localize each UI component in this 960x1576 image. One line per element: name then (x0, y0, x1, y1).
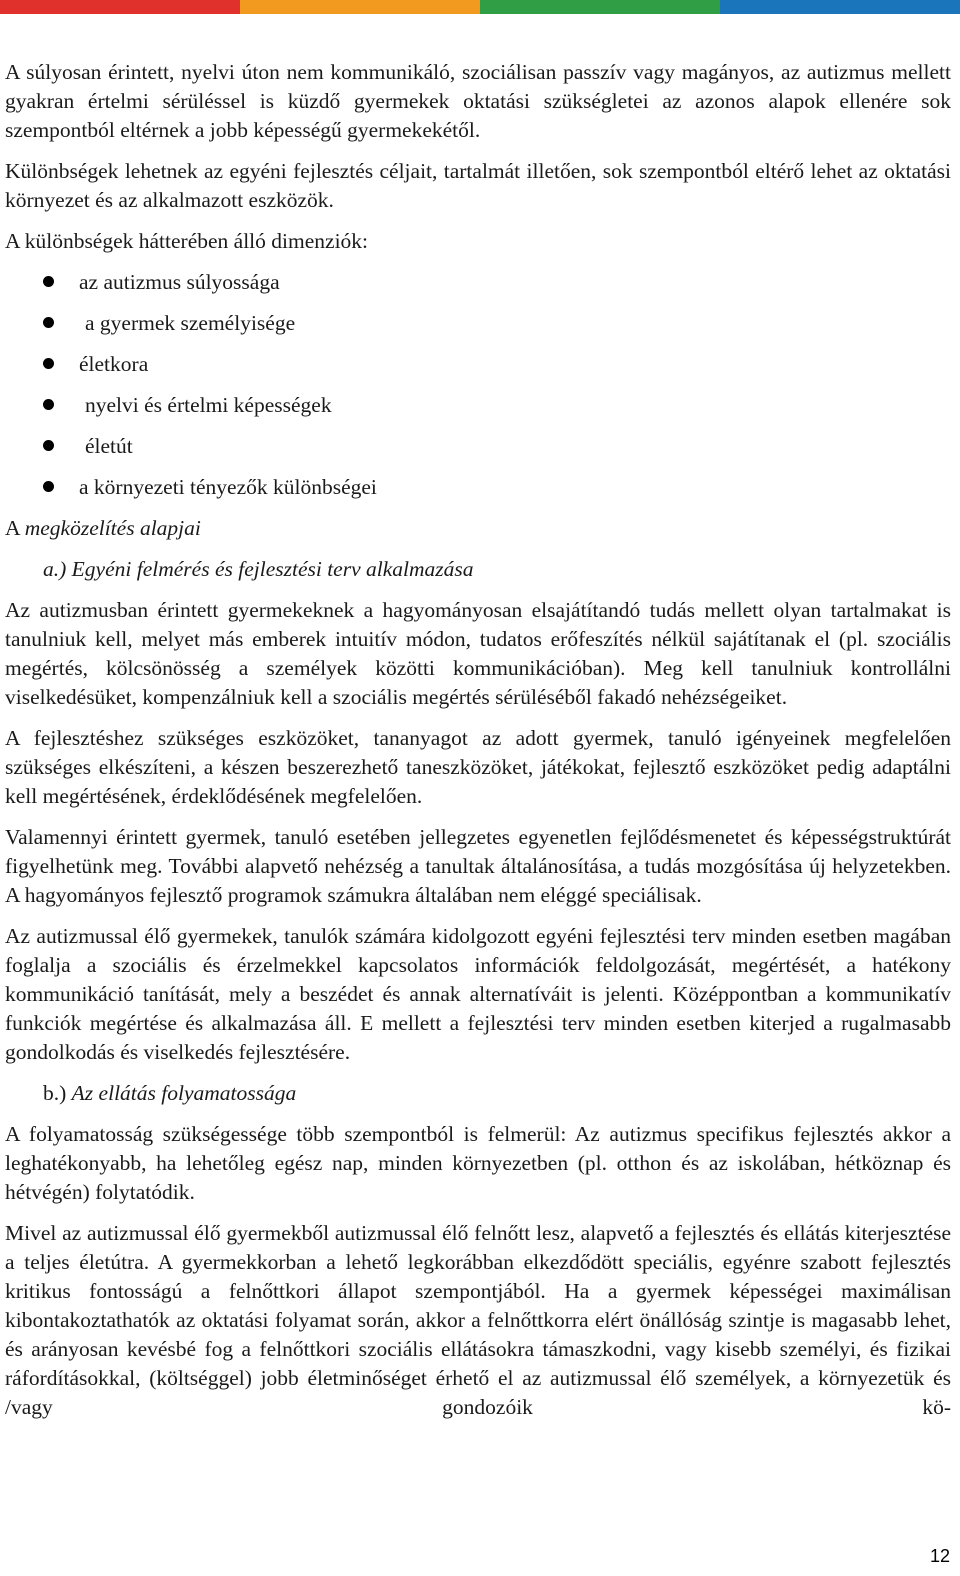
stripe-blue (720, 0, 960, 14)
paragraph-b-2: Mivel az autizmussal élő gyermekből autizmussal élő felnőtt lesz, alapvető a fejlesztés és ellátás kiterjesztése a teljes életútra. A gyermekkorban a lehető legkorábban elkezdődött speciális, egyénre szabott fejlesztés kritikus fontosságú a felnőttkori állapot szempontjából. Ha a gyermek képességei maximálisan kibontakoztathatók az oktatási folyamat során, akkor a felnőttkorra elért önállóság szintje is magasabb lehet, és arányosan kevésbé fog a felnőttkori szociális ellátásokra támaszkodni, vagy kisebb személyi, és fizikai ráfordításokkal, (költséggel) jobb életminőséget érhető el az autizmussal élő személyek, a környezetük és /vagy gondozóik kö- (5, 1221, 951, 1419)
section-intro-heading: A megközelítés alapjai (5, 516, 201, 540)
bullet-icon (43, 481, 54, 492)
dimension-list (5, 268, 951, 514)
document-body (5, 58, 951, 1434)
stripe-green (480, 0, 720, 14)
paragraph-a-4: Az autizmussal élő gyermekek, tanulók számára kidolgozott egyéni fejlesztési terv minden esetben magában foglalja a szociális és érzelmekkel kapcsolatos információk feldolgozását, megértését, a hatékony kommunikáció tanítását, mely a beszédet és annak alternatíváit is jelenti. Középpontban a kommunikatív funkciók megértése és alkalmazása áll. E mellett a fejlesztési terv minden esetben kiterjed a rugalmasabb gondolkodás és viselkedés fejlesztésére. (5, 924, 951, 1064)
bullet-icon (43, 276, 54, 287)
list-item: a gyermek személyisége (5, 309, 951, 350)
paragraph-dimensions-lead: A különbségek hátterében álló dimenziók: (5, 229, 369, 253)
page-number: 12 (929, 1546, 950, 1566)
section-b-heading: b.) Az ellátás folyamatossága (43, 1081, 297, 1105)
bullet-icon (43, 317, 54, 328)
stripe-orange (240, 0, 480, 14)
list-item: életút (5, 432, 951, 473)
paragraph-a-2: A fejlesztéshez szükséges eszközöket, tananyagot az adott gyermek, tanuló igényeinek megfelelően szükséges elkészíteni, a készen beszerezhető taneszközöket, játékokat, fejlesztő eszközöket pedig adaptálni kell megértésének, érdeklődésének megfelelően. (5, 726, 951, 808)
list-item: életkora (5, 350, 951, 391)
paragraph-intro-2: Különbségek lehetnek az egyéni fejlesztés céljait, tartalmát illetően, sok szempontból eltérő lehet az oktatási környezet és az alkalmazott eszközök. (5, 159, 951, 212)
color-stripe (0, 0, 960, 14)
paragraph-intro-1: A súlyosan érintett, nyelvi úton nem kommunikáló, szociálisan passzív vagy magányos, az autizmus mellett gyakran értelmi sérüléssel is küzdő gyermekek oktatási szükségletei az azonos alapok ellenére sok szempontból eltérnek a jobb képességű gyermekekétől. (5, 60, 951, 142)
list-item: az autizmus súlyossága (5, 268, 951, 309)
bullet-icon (43, 440, 54, 451)
list-item: a környezeti tényezők különbségei (5, 473, 951, 514)
bullet-icon (43, 358, 54, 369)
list-item: nyelvi és értelmi képességek (5, 391, 951, 432)
paragraph-b-1: A folyamatosság szükségessége több szempontból is felmerül: Az autizmus specifikus fejlesztés akkor a leghatékonyabb, ha lehetőleg egész nap, minden környezetben (pl. otthon és az iskolában, hétköznap és hétvégén) folytatódik. (5, 1122, 951, 1204)
section-a-heading: a.) Egyéni felmérés és fejlesztési terv alkalmazása (43, 557, 474, 581)
bullet-icon (43, 399, 54, 410)
stripe-red (0, 0, 240, 14)
paragraph-a-1: Az autizmusban érintett gyermekeknek a hagyományosan elsajátítandó tudás mellett olyan tartalmakat is tanulniuk kell, melyet más emberek intuitív módon, tudatos erőfeszítés nélkül sajátítanak el (pl. szociális megértés, kölcsönösség a személyek közötti kommunikációban). Meg kell tanulniuk kontrollálni viselkedésüket, kompenzálniuk kell a szociális megértés sérüléséből fakadó nehézségeiket. (5, 598, 951, 709)
paragraph-a-3: Valamennyi érintett gyermek, tanuló esetében jellegzetes egyenetlen fejlődésmenetet és képességstruktúrát figyelhetünk meg. További alapvető nehézség a tanultak általánosítása, a tudás mozgósítása új helyzetekben. A hagyományos fejlesztő programok számukra általában nem eléggé speciálisak. (5, 825, 951, 907)
